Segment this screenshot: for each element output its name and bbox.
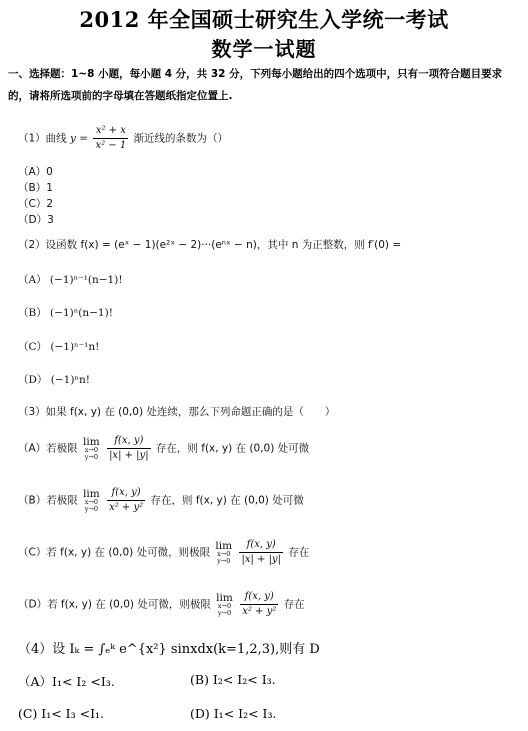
page-subtitle: 数学一试题 <box>211 37 317 61</box>
q3c-limit <box>215 541 232 565</box>
lim-word: lim <box>216 591 233 604</box>
lim-sub-y: y→0 <box>84 504 99 513</box>
fraction-numerator: f(x, y) <box>239 538 283 553</box>
section-instructions: 一、选择题：1~8 小题，每小题 4 分，共 32 分，下列每小题给出的四个选项中，只有一项符合题目要求的，请将所选项前的字母填在答题纸指定位置上. <box>8 68 503 102</box>
q2-stem: （2）设函数 f(x) = (eˣ − 1)(e²ˣ − 2)···(eⁿˣ − n)，其中 n 为正整数，则 f′(0) = <box>18 239 402 251</box>
q3b-fraction <box>107 486 145 515</box>
q2-option-c: （C） (−1)ⁿ⁻¹n! <box>18 341 100 353</box>
page-title: 2012 年全国硕士研究生入学统一考试 <box>79 7 449 32</box>
fraction-denominator: |x| + |y| <box>109 450 149 461</box>
q1-lhs: y = <box>70 132 89 145</box>
lim-sub-y: y→0 <box>217 608 232 617</box>
q1-denominator: x² − 1 <box>95 140 127 151</box>
q1-option-a: （A）0 <box>18 166 53 178</box>
lim-sub-x: x→0 <box>217 601 232 610</box>
q1-fraction <box>93 124 128 153</box>
q3a-fraction <box>107 434 151 463</box>
q4-option-a: （A）I₁< I₂ <I₃. <box>18 674 115 689</box>
q1-stem <box>18 124 228 153</box>
q3a-limit <box>83 437 100 461</box>
fraction-numerator: f(x, y) <box>107 434 151 449</box>
lim-word: lim <box>215 539 233 552</box>
q3c-suffix: 存在 <box>288 546 310 559</box>
q3b-limit <box>83 489 100 513</box>
q3a-suffix: 存在，则 f(x, y) 在 (0,0) 处可微 <box>155 442 310 455</box>
lim-word: lim <box>83 487 100 500</box>
q3b-prefix: （B）若极限 <box>18 494 78 507</box>
q3-stem: （3）如果 f(x, y) 在 (0,0) 处连续，那么下列命题正确的是（ ） <box>18 406 336 418</box>
lim-sub-y: y→0 <box>84 452 98 461</box>
q2-option-a: （A） (−1)ⁿ⁻¹(n−1)! <box>18 274 123 286</box>
q4-stem: （4）设 Iₖ = ∫ₑᵏ e^{x²} sinxdx(k=1,2,3),则有 D <box>18 642 320 657</box>
q3b-suffix: 存在，则 f(x, y) 在 (0,0) 处可微 <box>150 494 304 507</box>
q3-option-a <box>18 434 309 463</box>
q1-prefix: （1）曲线 <box>18 132 67 145</box>
q3d-fraction <box>240 590 278 619</box>
fraction-denominator: |x| + |y| <box>241 554 281 565</box>
q4-option-c: (C) I₁< I₃ <I₁. <box>18 706 105 721</box>
lim-word: lim <box>83 435 100 448</box>
q3c-fraction <box>239 538 283 567</box>
q3-option-d <box>18 590 305 619</box>
fraction-numerator: f(x, y) <box>240 590 278 605</box>
fraction-denominator: x² + y² <box>242 606 277 617</box>
q3d-suffix: 存在 <box>283 598 305 611</box>
lim-sub-x: x→0 <box>217 549 231 558</box>
q4-option-b: (B) I₂< I₂< I₃. <box>190 672 276 687</box>
q4-option-d: (D) I₁< I₂< I₃. <box>190 706 277 721</box>
q3a-prefix: （A）若极限 <box>18 442 78 455</box>
lim-sub-y: y→0 <box>217 556 231 565</box>
q1-option-c: （C）2 <box>18 198 54 210</box>
lim-sub-x: x→0 <box>84 445 98 454</box>
q3d-prefix: （D）若 f(x, y) 在 (0,0) 处可微，则极限 <box>18 598 211 611</box>
q3-option-c <box>18 538 309 567</box>
q1-suffix: 渐近线的条数为（） <box>133 132 229 145</box>
q2-option-b: （B） (−1)ⁿ(n−1)! <box>18 307 113 319</box>
q3-option-b <box>18 486 304 515</box>
q3c-prefix: （C）若 f(x, y) 在 (0,0) 处可微，则极限 <box>18 546 211 559</box>
q1-option-d: （D）3 <box>18 214 54 226</box>
q3d-limit <box>216 593 233 617</box>
lim-sub-x: x→0 <box>84 497 99 506</box>
q2-option-d: （D） (−1)ⁿn! <box>18 374 90 386</box>
q1-numerator: x² + x <box>93 124 128 139</box>
fraction-denominator: x² + y² <box>109 502 144 513</box>
fraction-numerator: f(x, y) <box>107 486 145 501</box>
q1-option-b: （B）1 <box>18 182 53 194</box>
